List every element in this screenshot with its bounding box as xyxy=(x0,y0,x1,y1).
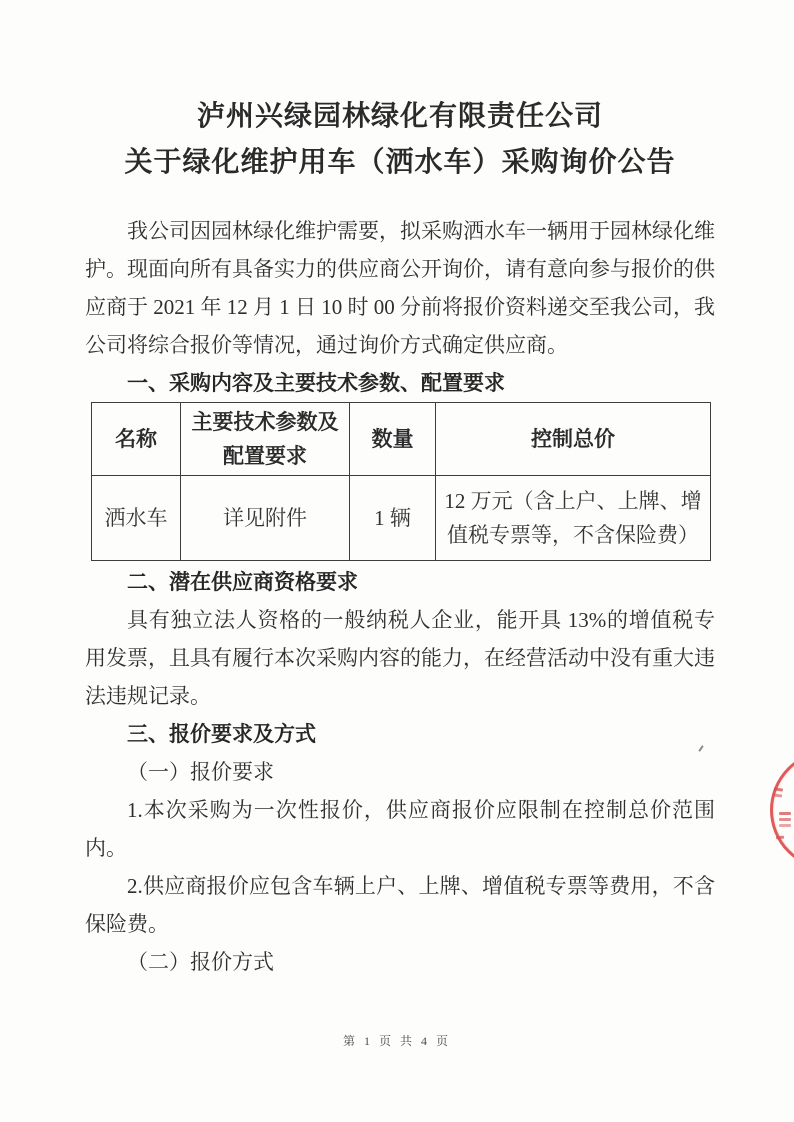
document-title-line2: 关于绿化维护用车（洒水车）采购询价公告 xyxy=(124,147,676,178)
col-header-quantity: 数量 xyxy=(350,403,436,476)
cell-item-quantity: 1 辆 xyxy=(350,476,436,561)
procurement-spec-table xyxy=(91,402,711,561)
section3-sub1-heading: （一）报价要求 xyxy=(127,760,274,784)
official-seal-stamp-partial xyxy=(770,750,794,870)
document-title-block xyxy=(85,94,715,186)
table-row xyxy=(92,476,711,561)
cell-item-price-cap: 12 万元（含上户、上牌、增值税专票等，不含保险费） xyxy=(436,476,711,561)
table-header-row xyxy=(92,403,711,476)
cell-item-specs: 详见附件 xyxy=(181,476,350,561)
section3-heading: 三、报价要求及方式 xyxy=(127,722,316,746)
col-header-specs: 主要技术参数及配置要求 xyxy=(181,403,350,476)
intro-paragraph: 我公司因园林绿化维护需要，拟采购洒水车一辆用于园林绿化维护。现面向所有具备实力的供应商公开询价，请有意向参与报价的供应商于 2021 年 12 月 1 日 10 时 00 分前将报价资料递交至我公司，我公司将综合报价等情况，通过询价方式确定供应商。 xyxy=(85,219,715,357)
seal-text-fragment xyxy=(779,812,791,815)
col-header-price-cap: 控制总价 xyxy=(436,403,711,476)
cell-item-name: 洒水车 xyxy=(92,476,181,561)
col-header-name: 名称 xyxy=(92,403,181,476)
section1-heading: 一、采购内容及主要技术参数、配置要求 xyxy=(127,371,505,395)
section3-item1: 1.本次采购为一次性报价，供应商报价应限制在控制总价范围内。 xyxy=(85,798,715,860)
section3-sub2-heading: （二）报价方式 xyxy=(127,950,274,974)
document-content xyxy=(85,94,715,981)
document-title-line1: 泸州兴绿园林绿化有限责任公司 xyxy=(196,101,603,132)
section3-item2: 2.供应商报价应包含车辆上户、上牌、增值税专票等费用，不含保险费。 xyxy=(85,874,715,936)
section2-body: 具有独立法人资格的一般纳税人企业，能开具 13%的增值税专用发票，且具有履行本次采购内容的能力，在经营活动中没有重大违法违规记录。 xyxy=(85,608,715,708)
page-number-footer: 第 1 页 共 4 页 xyxy=(342,1034,451,1048)
section2-heading: 二、潜在供应商资格要求 xyxy=(127,570,358,594)
